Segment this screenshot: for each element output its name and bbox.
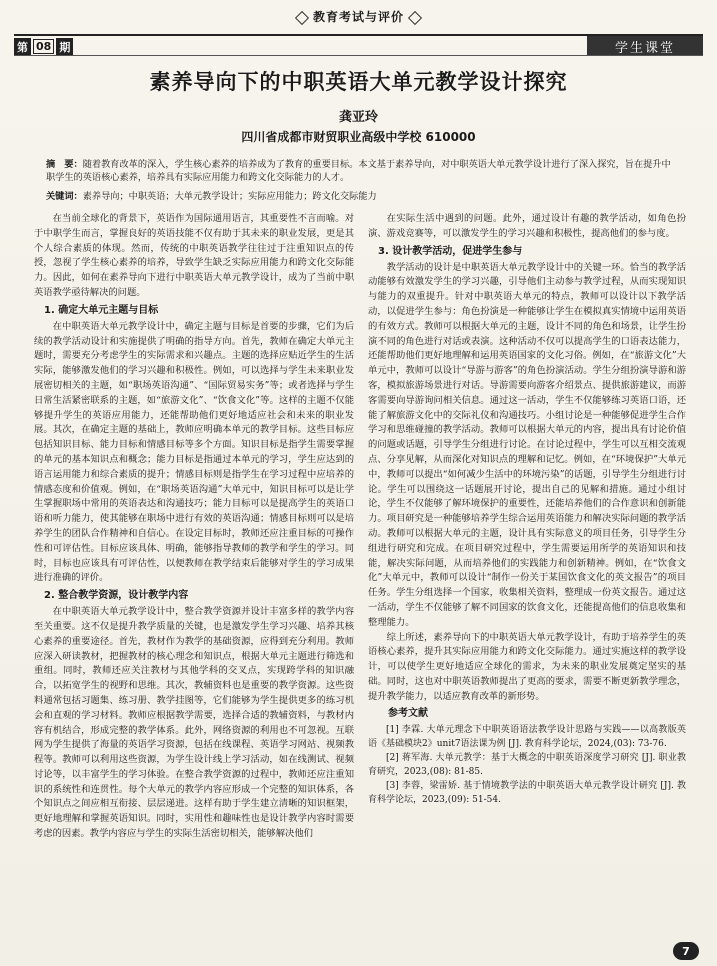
left-column bbox=[34, 212, 354, 842]
keywords bbox=[46, 190, 677, 203]
page-number: 7 bbox=[673, 942, 699, 960]
reference-item: [1] 李霖. 大单元理念下中职英语语法教学设计思路与实践——以高教版英语《基础模块2》unit7语法课为例 [J]. 教育科学论坛，2024,(03): 73-76. bbox=[368, 725, 686, 750]
header-rule-lower bbox=[14, 55, 703, 56]
issue-label bbox=[14, 38, 73, 55]
paragraph: 教学活动的设计是中职英语大单元教学设计中的关键一环。恰当的教学活动能够有效激发学生的学习兴趣，引导他们主动参与教学过程，从而实现知识与能力的双重提升。针对中职英语大单元的特点，教师可以设计以下教学活动，以促进学生参与：角色扮演是一种能够让学生在模拟真实情境中运用英语的有效方式。教师可以根据大单元的主题，设计不同的角色和场景，让学生扮演不同的角色进行对话或表演。这种活动不仅可以提高学生的口语表达能力，还能帮助他们更好地理解和运用英语国家的文化习俗。例如，在“旅游文化”大单元中，教师可以设计“导游与游客”的角色扮演活动。学生分组扮演导游和游客，模拟旅游场景进行对话。导游需要向游客介绍景点、提供旅游建议，而游客需要向导游询问相关信息。通过这一活动，学生不仅能够练习英语口语，还能了解旅游文化中的交际礼仪和沟通技巧。小组讨论是一种能够促进学生合作学习和思维碰撞的教学活动。教师可以根据大单元的内容，提出具有讨论价值的问题或话题，引导学生分组进行讨论。在讨论过程中，学生可以互相交流观点、分享见解，从而深化对知识点的理解和记忆。例如，在“环境保护”大单元中，教师可以提出“如何减少生活中的环境污染”的话题，引导学生分组进行讨论。学生可以围绕这一话题展开讨论，提出自己的见解和措施。通过小组讨论，学生不仅能够了解环境保护的重要性，还能培养他们的合作意识和创新能力。项目研究是一种能够培养学生综合运用英语能力和解决实际问题的教学活动。教师可以根据大单元的主题，设计具有实际意义的项目任务，引导学生分组进行研究和完成。在项目研究过程中，学生需要运用所学的英语知识和技能，解决实际问题，从而培养他们的实践能力和创新精神。例如，在“饮食文化”大单元中，教师可以设计“制作一份关于某国饮食文化的英文报告”的项目任务。学生分组选择一个国家，收集相关资料，整理成一份英文报告。通过这一活动，学生不仅能够了解不同国家的饮食文化，还能提高他们的信息收集和整理能力。 bbox=[368, 261, 686, 628]
article-title: 素养导向下的中职英语大单元教学设计探究 bbox=[149, 70, 568, 94]
issue-suffix: 期 bbox=[56, 38, 73, 56]
issue-number: 08 bbox=[33, 39, 54, 54]
diamond-icon bbox=[408, 10, 422, 24]
paragraph: 在当前全球化的背景下，英语作为国际通用语言，其重要性不言而喻。对于中职学生而言，掌握良好的英语技能不仅有助于其未来的职业发展，更是其个人综合素质的体现。然而，传统的中职英语教学往往过于注重知识点的传授，忽视了学生核心素养的培养，导致学生缺乏实际应用能力和跨文化交际能力。因此，如何在素养导向下进行中职英语大单元教学设计，成为了当前中职英语教学亟待解决的问题。 bbox=[34, 213, 354, 298]
article-author: 龚亚玲 bbox=[338, 110, 378, 125]
article-affiliation: 四川省成都市财贸职业高级中学校 610000 bbox=[241, 130, 476, 144]
paragraph: 在中职英语大单元教学设计中，确定主题与目标是首要的步骤，它们为后续的教学活动设计和实施提供了明确的指导方向。首先，教师在确定大单元主题时，需要充分考虑学生的实际需求和兴趣点。主题的选择应贴近学生的生活实际，能够激发他们的学习兴趣和积极性。例如，可以选择与学生未来职业发展密切相关的主题，如“职场英语沟通”、“国际贸易实务”等；或者选择与学生日常生活紧密联系的主题，如“旅游文化”、“饮食文化”等。这样的主题不仅能够提升学生的英语应用能力，还能帮助他们更好地适应社会和未来的职业发展。其次，在确定主题的基础上，教师应明确本单元的教学目标。这些目标应包括知识目标、能力目标和情感目标等多个方面。知识目标是指学生需要掌握的单元的基本知识点和概念；能力目标是指通过本单元的学习，学生应达到的语言运用能力和综合素质的提升；情感目标则是指学生在学习过程中应培养的情感态度和价值观。例如，在“职场英语沟通”大单元中，知识目标可以是让学生掌握职场中常用的英语表达和沟通技巧；能力目标可以是提高学生的英语口语和听力能力，使其能够在职场中进行有效的英语沟通；情感目标则可以是培养学生的团队合作精神和自信心。在设定目标时，教师还应注重目标的可操作性和可评估性。目标应该具体、明确，能够指导教师的教学和学生的学习。同时，目标也应该具有可评估性，以便教师在教学结束后能够对学生的学习成果进行准确的评价。 bbox=[34, 320, 354, 584]
paragraph: 在中职英语大单元教学设计中，整合教学资源并设计丰富多样的教学内容至关重要。这不仅是提升教学质量的关键，也是激发学生学习兴趣、培养其核心素养的重要途径。首先，教材作为教学的基础资源，应得到充分利用。教师应深入研读教材，把握教材的核心理念和知识点，根据大单元主题进行筛选和重组。同时，教师还应关注教材与其他学科的交叉点，实现跨学科的知识融合，以拓宽学生的视野和思维。其次，教辅资料也是重要的教学资源。这些资料通常包括习题集、练习册、教学挂图等，它们能够为学生提供更多的练习机会和直观的学习材料。教师应根据教学需要，选择合适的教辅资料，与教材内容有机结合，形成完整的教学体系。此外，网络资源的利用也不可忽视。互联网为学生提供了海量的英语学习资源，包括在线课程、英语学习网站、视频教程等。教师可以利用这些资源，为学生设计线上学习活动，如在线测试、视频讨论等，以丰富学生的学习体验。在整合教学资源的过程中，教师还应注重知识的系统性和连贯性。每个大单元的教学内容应形成一个完整的知识体系，各个知识点之间应相互衔接、层层递进。这样有助于学生建立清晰的知识框架，更好地理解和掌握英语知识。同时，实用性和趣味性也是设计教学内容时需要考虑的因素。教学内容应与学生的实际生活密切相关，能够解决他们 bbox=[34, 606, 354, 840]
section-heading: 1. 确定大单元主题与目标 bbox=[44, 304, 159, 316]
keywords-label: 关键词： bbox=[46, 191, 83, 202]
paragraph: 综上所述，素养导向下的中职英语大单元教学设计，有助于培养学生的英语核心素养，提升其实际应用能力和跨文化交际能力。通过实施这样的教学设计，可以使学生更好地适应全球化的需求，为未来的职业发展奠定坚实的基础。同时，这也对中职英语教师提出了更高的要求，需要不断更新教学理念，提升教学能力，以适应教育改革的新形势。 bbox=[368, 631, 686, 702]
section-heading: 3. 设计教学活动，促进学生参与 bbox=[378, 245, 523, 257]
references-heading: 参考文献 bbox=[388, 707, 428, 719]
reference-item: [2] 蒋军海. 大单元教学：基于大概念的中职英语深度学习研究 [J]. 职业教育研究，2023,(08): 81-85. bbox=[368, 753, 686, 778]
abstract bbox=[46, 158, 677, 184]
page-header bbox=[14, 8, 703, 56]
column-tag: 学生课堂 bbox=[587, 36, 703, 56]
abstract-label: 摘 要： bbox=[46, 159, 83, 170]
abstract-text: 随着教育改革的深入，学生核心素养的培养成为了教育的重要目标。本文基于素养导向，对中职英语大单元教学设计进行了深入探究，旨在提升中职学生的英语核心素养，培养具有实际应用能力和跨文化交际能力的人才。 bbox=[46, 159, 671, 183]
paragraph: 在实际生活中遇到的问题。此外，通过设计有趣的教学活动，如角色扮演、游戏竞赛等，可以激发学生的学习兴趣和积极性，提高他们的参与度。 bbox=[368, 213, 686, 239]
diamond-icon bbox=[295, 10, 309, 24]
reference-item: [3] 李蓉，梁雷娇. 基于情境教学法的中职英语大单元教学设计研究 [J]. 教育科学论坛，2023,(09): 51-54. bbox=[368, 781, 686, 806]
right-column bbox=[368, 212, 686, 807]
section-heading: 2. 整合教学资源，设计教学内容 bbox=[44, 590, 189, 602]
journal-name bbox=[14, 8, 703, 25]
keywords-text: 素养导向；中职英语；大单元教学设计；实际应用能力；跨文化交际能力 bbox=[82, 191, 377, 202]
journal-name-text: 教育考试与评价 bbox=[312, 10, 404, 24]
issue-prefix: 第 bbox=[14, 38, 31, 56]
